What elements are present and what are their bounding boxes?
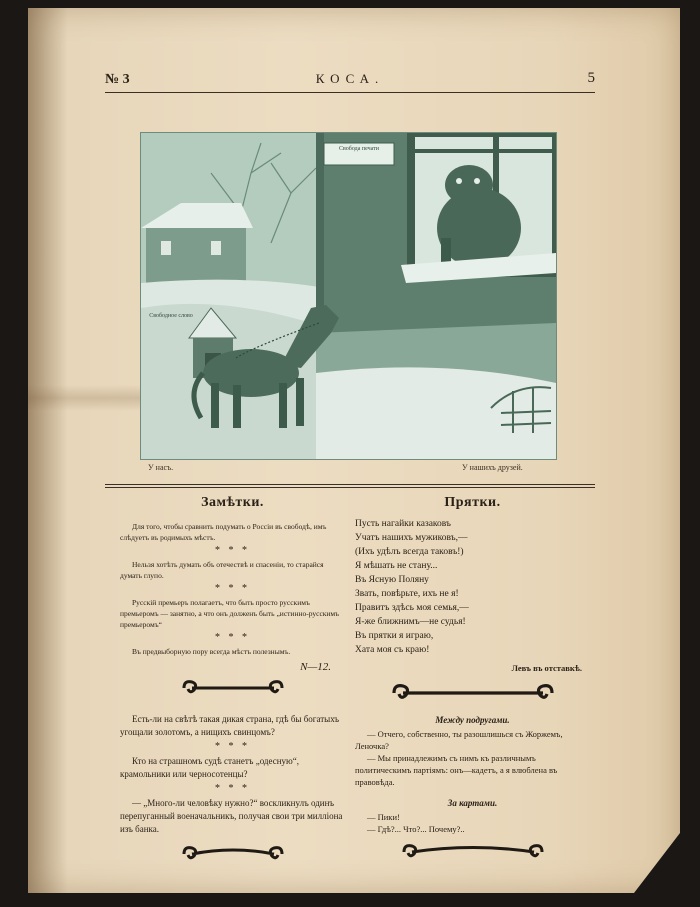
ornament-icon (178, 677, 288, 699)
poem-line: Хата моя съ краю! (355, 645, 430, 655)
body-paragraph: — „Много-ли человѣку нужно?“ воскликнулъ одинъ перепуганный военачальникъ, получая свои три милліона изъ банка. (120, 798, 343, 834)
star-separator: * * * (215, 545, 250, 556)
poem-line: Учатъ нашихъ мужиковъ,— (355, 533, 468, 543)
dialog-line: — Пики! (367, 812, 400, 822)
body-paragraph: Кто на страшномъ судѣ станетъ „одесную“, крамольники или черносотенцы? (120, 756, 300, 779)
body-paragraph: Есть-ли на свѣтѣ такая дикая страна, гдѣ бы богатыхъ угощали золотомъ, а нищихъ свинцомъ? (120, 714, 340, 737)
poem-line: Пусть нагайки казаковъ (355, 519, 451, 529)
notes-column (120, 495, 345, 864)
ornament-icon (398, 841, 548, 863)
star-separator: * * * (215, 783, 250, 794)
dialog-heading: Между подругами. (435, 715, 510, 725)
ornament-icon (388, 681, 558, 705)
star-separator: * * * (215, 583, 250, 594)
sign-plate-text: Свобода печати (339, 146, 379, 152)
note-paragraph: Для того, чтобы сравнить подумать о Россіи въ свободѣ, имъ слѣдуетъ въ родимыхъ мѣстъ. (120, 522, 327, 542)
issue-number: № 3 (105, 72, 130, 87)
note-paragraph: Русскій премьеръ полагаетъ, что быть просто русскимъ премьеромъ — занятно, а что онъ долженъ быть „истинно-русскимъ премьеромъ“ (120, 598, 340, 629)
poem-line: Я-же ближнимъ—не судья! (355, 617, 466, 627)
kennel-label: Свободное слово (149, 313, 193, 319)
section-rule (105, 484, 595, 485)
header-rule (105, 92, 595, 93)
star-separator: * * * (215, 741, 250, 752)
torn-corner (634, 833, 680, 893)
caption-left: У насъ. (148, 463, 174, 472)
section-rule-thin (105, 487, 595, 488)
dialog-line: — Мы принадлежимъ съ нимъ къ различнымъ политическимъ партіямъ: онъ—кадетъ, а я влюблена въ правовѣда. (355, 753, 558, 787)
note-paragraph: Въ предвыборную пору всегда мѣстъ полезнымъ. (132, 647, 291, 656)
poem-line: (Ихъ удѣлъ всегда таковъ!) (355, 547, 464, 557)
poem-title: Прятки. (444, 495, 501, 510)
poem (355, 517, 590, 657)
note-paragraph: Нельзя хотѣть думать объ отечествѣ и спасеніи, то старайся думать глупо. (120, 560, 324, 580)
page-header (105, 70, 595, 94)
page-shadow (28, 8, 68, 893)
ornament-icon (178, 844, 288, 864)
star-separator: * * * (215, 632, 250, 643)
cartoon-illustration (140, 132, 557, 460)
poem-line: Въ прятки я играю, (355, 631, 434, 641)
poem-line: Въ Ясную Поляну (355, 575, 429, 585)
page-number: 5 (587, 70, 595, 86)
poem-signature: Левъ въ отставкѣ. (511, 663, 582, 673)
poem-line: Правитъ здѣсь моя семья,— (355, 603, 469, 613)
poem-line: Звать, повѣрьте, ихъ не я! (355, 589, 459, 599)
dialog-line: — Гдѣ?... Что?... Почему?.. (367, 824, 465, 834)
notes-title: Замѣтки. (201, 495, 264, 510)
dialog-line: — Отчего, собственно, ты разошлишься съ Жоржемъ, Леночка? (355, 729, 563, 751)
caption-right: У нашихъ друзей. (462, 463, 523, 472)
journal-title: КОСА. (315, 71, 385, 86)
cards-heading: За картами. (447, 798, 498, 808)
poem-column (355, 495, 590, 863)
notes-signature: N—12. (300, 661, 331, 673)
poem-line: Я мѣшать не стану... (355, 561, 438, 571)
